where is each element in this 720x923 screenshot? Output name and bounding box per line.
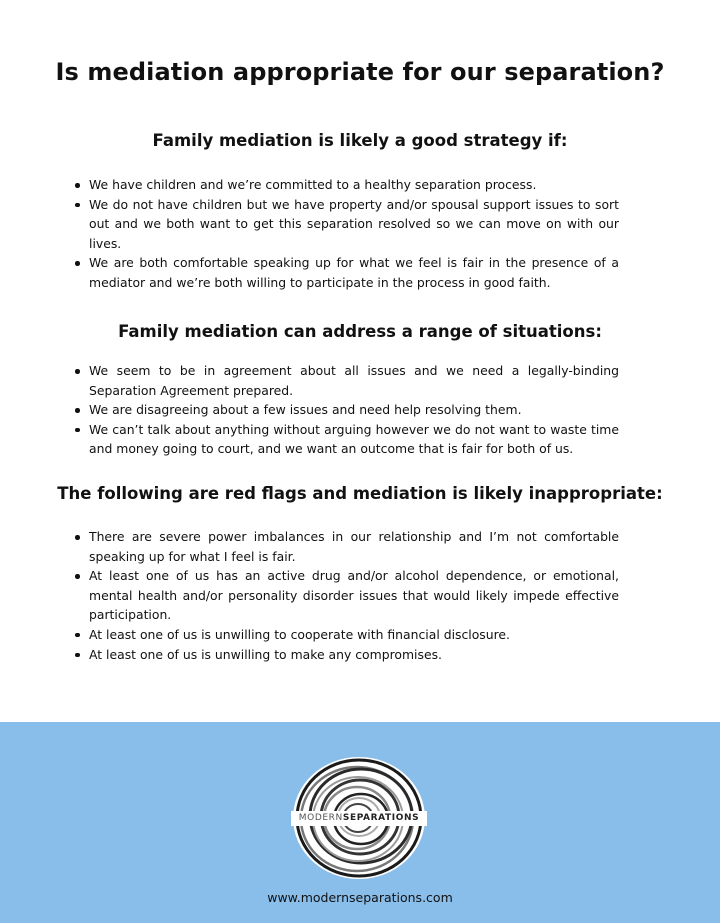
- list-item: At least one of us has an active drug and/or alcohol dependence, or emotional, mental health and/or personality disorder issues that would likely impede effective participation.: [73, 566, 619, 625]
- section-heading-range-of-situations: Family mediation can address a range of situations:: [118, 322, 602, 341]
- list-item: At least one of us is unwilling to cooperate with financial disclosure.: [73, 625, 619, 645]
- bullet-list-good-strategy: [73, 175, 619, 293]
- bullet-list-range-of-situations: [73, 361, 619, 459]
- list-item: We do not have children but we have property and/or spousal support issues to sort out and we both want to get this separation resolved so we can move on with our lives.: [73, 195, 619, 254]
- website-link[interactable]: www.modernseparations.com: [267, 890, 453, 905]
- list-item: At least one of us is unwilling to make any compromises.: [73, 645, 619, 665]
- section-heading-red-flags: The following are red flags and mediation is likely inappropriate:: [57, 484, 663, 503]
- list-item: We have children and we’re committed to a healthy separation process.: [73, 175, 619, 195]
- list-item: We can’t talk about anything without arguing however we do not want to waste time and money going to court, and we want an outcome that is fair for both of us.: [73, 420, 619, 459]
- logo-wordmark: [291, 811, 427, 826]
- list-item: We are both comfortable speaking up for what we feel is fair in the presence of a mediator and we’re both willing to participate in the process in good faith.: [73, 253, 619, 292]
- logo-word-bold: SEPARATIONS: [342, 813, 420, 823]
- list-item: There are severe power imbalances in our relationship and I’m not comfortable speaking up for what I feel is fair.: [73, 527, 619, 566]
- modern-separations-logo: [291, 755, 427, 881]
- list-item: We seem to be in agreement about all issues and we need a legally-binding Separation Agreement prepared.: [73, 361, 619, 400]
- logo-word-light: MODERN: [298, 813, 343, 823]
- bullet-list-red-flags: [73, 527, 619, 664]
- list-item: We are disagreeing about a few issues and need help resolving them.: [73, 400, 619, 420]
- section-heading-good-strategy: Family mediation is likely a good strategy if:: [152, 131, 568, 150]
- page-title: Is mediation appropriate for our separation?: [55, 58, 665, 86]
